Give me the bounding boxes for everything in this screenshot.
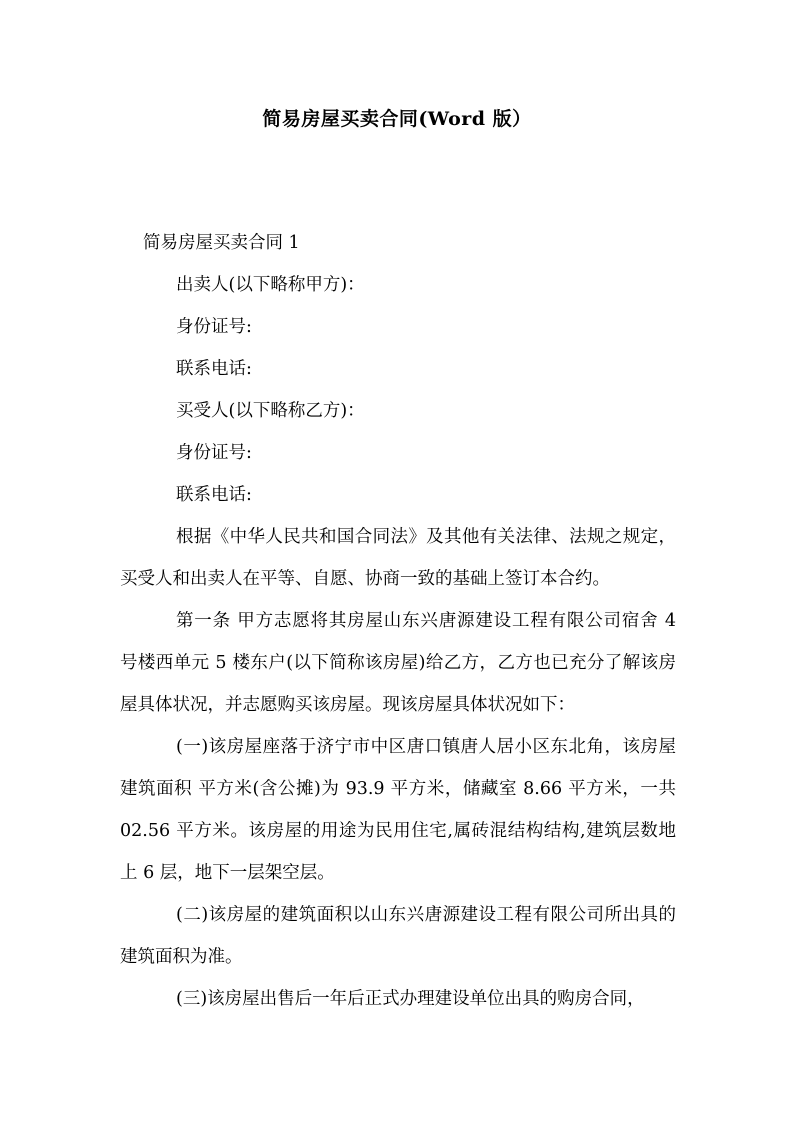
item-3-paragraph: (三)该房屋出售后一年后正式办理建设单位出具的购房合同， — [176, 989, 645, 1009]
buyer-label: 买受人(以下略称乙方)： — [176, 401, 365, 421]
seller-id-label: 身份证号: — [176, 317, 252, 337]
buyer-phone-label: 联系电话: — [176, 485, 252, 505]
seller-phone-label: 联系电话: — [176, 359, 252, 379]
contract-subtitle: 简易房屋买卖合同 1 — [143, 233, 300, 253]
legal-basis-paragraph: 根据《中华人民共和国合同法》及其他有关法律、法规之规定，买受人和出卖人在平等、自愿、协商一致的基础上签订本合约。 — [120, 527, 676, 589]
buyer-id-label: 身份证号: — [176, 443, 252, 463]
item-1-paragraph: (一)该房屋座落于济宁市中区唐口镇唐人居小区东北角，该房屋建筑面积 平方米(含公摊)为 93.9 平方米，储藏室 8.66 平方米，一共 02.56 平方米。该房屋的用途为民用住宅,属砖混结构结构,建筑层数地上 6 层，地下一层架空层。 — [120, 737, 676, 883]
document-title: 简易房屋买卖合同(Word 版） — [262, 108, 532, 130]
item-2-paragraph: (二)该房屋的建筑面积以山东兴唐源建设工程有限公司所出具的建筑面积为准。 — [120, 905, 676, 967]
seller-label: 出卖人(以下略称甲方)： — [176, 275, 365, 295]
article-1-paragraph: 第一条 甲方志愿将其房屋山东兴唐源建设工程有限公司宿舍 4 号楼西单元 5 楼东户(以下简称该房屋)给乙方，乙方也已充分了解该房屋具体状况，并志愿购买该房屋。现该房屋具体状况如下： — [120, 611, 676, 715]
